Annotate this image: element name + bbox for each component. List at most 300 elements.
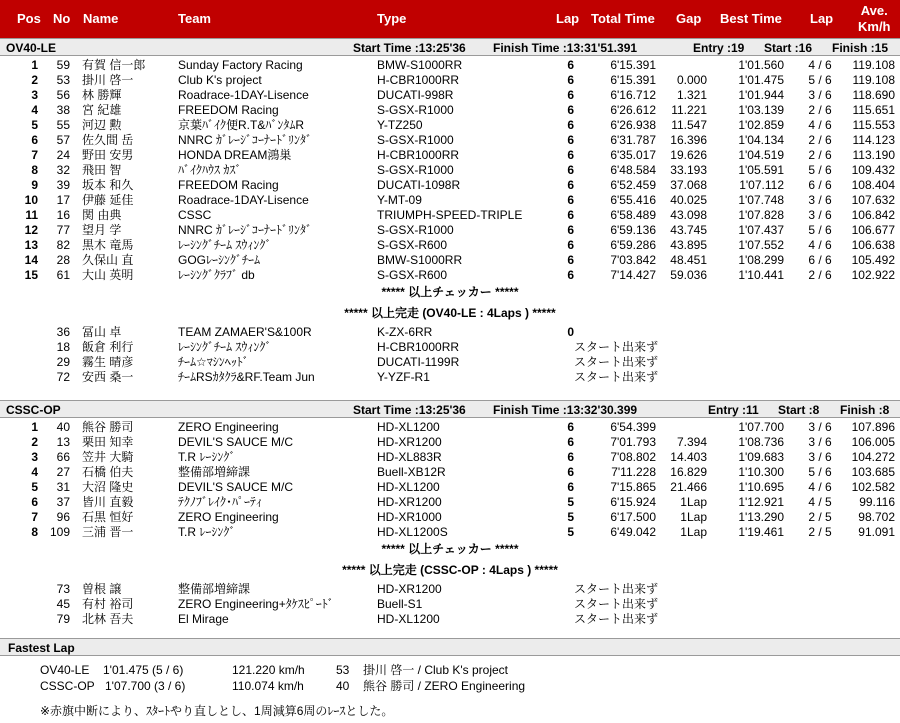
speed: 110.074 km/h xyxy=(232,679,304,693)
total-time: 6'15.391 xyxy=(610,73,656,87)
result-row xyxy=(0,193,900,208)
col-type: Type xyxy=(377,11,407,26)
machine-type: Y-MT-09 xyxy=(377,193,422,207)
rider-number: 53 xyxy=(56,73,70,87)
rider-number: 16 xyxy=(56,208,70,222)
machine-type: HD-XR1200 xyxy=(377,582,442,596)
machine-type: Y-TZ250 xyxy=(377,118,423,132)
rider-name: 大沼 隆史 xyxy=(82,480,134,494)
average-speed: 119.108 xyxy=(852,73,895,87)
position: 10 xyxy=(24,193,38,207)
best-time: 1'05.591 xyxy=(738,163,784,177)
team-name: HONDA DREAM鴻巣 xyxy=(178,148,292,162)
fastest-lap-row xyxy=(0,662,900,678)
best-time: 1'07.700 xyxy=(738,420,784,434)
gap: 16.829 xyxy=(670,465,707,479)
team-name: DEVIL'S SAUCE M/C xyxy=(178,480,293,494)
best-time: 1'01.475 xyxy=(738,73,784,87)
gap: 59.036 xyxy=(670,268,707,282)
rider-name: 伊藤 延佳 xyxy=(82,193,134,207)
lap-time: 1'07.700 (3 / 6) xyxy=(105,679,186,693)
start-count: Start :8 xyxy=(778,403,820,417)
machine-type: S-GSX-R1000 xyxy=(377,133,454,147)
best-time: 1'03.139 xyxy=(738,103,784,117)
team-name: CSSC xyxy=(178,208,212,222)
machine-type: K-ZX-6RR xyxy=(377,325,433,339)
average-speed: 106.005 xyxy=(851,435,895,449)
team-name: ZERO Engineering xyxy=(178,420,279,434)
team-name: Club K's project xyxy=(178,73,262,87)
rider-name: 野田 安男 xyxy=(82,148,134,162)
result-row xyxy=(0,118,900,133)
best-time: 1'10.300 xyxy=(738,465,784,479)
team-name: NNRC ｶﾞﾚｰｼﾞｺｰﾅｰﾄﾞﾘﾝﾀﾞ xyxy=(178,223,312,237)
rider-name: 河辺 勲 xyxy=(82,118,122,132)
fastest-lap-title: Fastest Lap xyxy=(0,638,900,656)
rider-number: 40 xyxy=(56,420,70,434)
best-lap: 5 / 6 xyxy=(808,465,832,479)
machine-type: HD-XL1200 xyxy=(377,480,440,494)
team-name: ﾚｰｼﾝｸﾞｸﾗﾌﾞ db xyxy=(178,268,255,282)
machine-type: HD-XR1000 xyxy=(377,510,442,524)
gap: 11.221 xyxy=(671,103,707,117)
average-speed: 98.702 xyxy=(858,510,895,524)
rider-number: 37 xyxy=(56,495,70,509)
gap: 16.396 xyxy=(670,133,707,147)
machine-type: S-GSX-R1000 xyxy=(377,103,454,117)
machine-type: HD-XL1200 xyxy=(377,612,440,626)
col-ave xyxy=(858,3,891,35)
average-speed: 106.677 xyxy=(851,223,895,237)
result-row xyxy=(0,178,900,193)
lap-time: 1'01.475 (5 / 6) xyxy=(103,663,184,677)
average-speed: 107.896 xyxy=(851,420,895,434)
col-lap: Lap xyxy=(556,11,580,26)
laps: 6 xyxy=(567,178,574,192)
total-time: 6'15.924 xyxy=(610,495,656,509)
result-row xyxy=(0,58,900,73)
best-lap: 5 / 6 xyxy=(808,73,832,87)
total-time: 6'15.391 xyxy=(610,58,656,72)
rider-number: 31 xyxy=(56,480,70,494)
rider-name: 熊谷 勝司 xyxy=(82,420,134,434)
result-row xyxy=(0,223,900,238)
machine-type: TRIUMPH-SPEED-TRIPLE xyxy=(377,208,523,222)
status: スタート出来ず xyxy=(574,340,659,354)
team-name: T.R ﾚｰｼﾝｸﾞ xyxy=(178,450,236,464)
total-time: 6'26.612 xyxy=(610,103,656,117)
best-lap: 4 / 6 xyxy=(808,480,832,494)
average-speed: 102.922 xyxy=(851,268,895,282)
gap: 48.451 xyxy=(670,253,707,267)
average-speed: 102.582 xyxy=(851,480,895,494)
team-name: NNRC ｶﾞﾚｰｼﾞｺｰﾅｰﾄﾞﾘﾝﾀﾞ xyxy=(178,133,312,147)
rider-name: 笠井 大騎 xyxy=(82,450,134,464)
average-speed: 114.123 xyxy=(852,133,895,147)
team-name: Roadrace-1DAY-Lisence xyxy=(178,88,309,102)
best-lap: 2 / 6 xyxy=(808,103,832,117)
machine-type: BMW-S1000RR xyxy=(377,253,463,267)
best-time: 1'09.683 xyxy=(738,450,784,464)
laps: 6 xyxy=(567,163,574,177)
rider-number: 57 xyxy=(56,133,70,147)
result-row xyxy=(0,510,900,525)
best-lap: 3 / 6 xyxy=(808,420,832,434)
laps: 6 xyxy=(567,118,574,132)
team-name: FREEDOM Racing xyxy=(178,103,279,117)
best-lap: 2 / 6 xyxy=(808,148,832,162)
result-row xyxy=(0,450,900,465)
rider-number: 24 xyxy=(56,148,70,162)
result-row xyxy=(0,525,900,540)
total-time: 6'48.584 xyxy=(610,163,656,177)
rider-name: 有賀 信一郎 xyxy=(82,58,146,72)
average-speed: 113.190 xyxy=(852,148,895,162)
rider-number: 27 xyxy=(56,465,70,479)
non-classified-row xyxy=(0,597,900,612)
position: 6 xyxy=(31,495,38,509)
best-time: 1'07.437 xyxy=(738,223,784,237)
team-name: FREEDOM Racing xyxy=(178,178,279,192)
position: 12 xyxy=(24,223,38,237)
team-name: ﾊﾞｲｸﾊｳｽ ｶｽﾞ xyxy=(178,163,242,177)
position: 2 xyxy=(31,73,38,87)
total-time: 6'31.787 xyxy=(610,133,656,147)
position: 3 xyxy=(31,450,38,464)
machine-type: HD-XR1200 xyxy=(377,495,442,509)
best-lap: 4 / 5 xyxy=(808,495,832,509)
result-row xyxy=(0,133,900,148)
status: スタート出来ず xyxy=(574,597,659,611)
result-row xyxy=(0,73,900,88)
position: 13 xyxy=(24,238,38,252)
rider-number: 73 xyxy=(56,582,70,596)
best-time: 1'10.695 xyxy=(738,480,784,494)
results-header xyxy=(0,0,900,38)
machine-type: DUCATI-1098R xyxy=(377,178,461,192)
laps: 6 xyxy=(567,73,574,87)
laps: 6 xyxy=(567,450,574,464)
position: 4 xyxy=(31,465,38,479)
position: 1 xyxy=(31,58,38,72)
laps: 6 xyxy=(567,103,574,117)
finish-count: Finish :15 xyxy=(832,41,889,55)
team-name: ﾁｰﾑ☆ﾏｼﾝﾍｯﾄﾞ xyxy=(178,355,249,369)
rider-number: 55 xyxy=(56,118,70,132)
checker-note: ***** 以上チェッカー ***** xyxy=(381,542,519,556)
total-time: 7'14.427 xyxy=(610,268,656,282)
machine-type: HD-XL883R xyxy=(377,450,442,464)
machine-type: HD-XR1200 xyxy=(377,435,442,449)
best-time: 1'07.112 xyxy=(739,178,784,192)
result-row xyxy=(0,465,900,480)
best-time: 1'04.519 xyxy=(738,148,784,162)
average-speed: 91.091 xyxy=(858,525,895,539)
machine-type: HD-XL1200S xyxy=(377,525,448,539)
rider-number: 66 xyxy=(56,450,70,464)
laps: 6 xyxy=(567,208,574,222)
machine-type: HD-XL1200 xyxy=(377,420,440,434)
best-lap: 6 / 6 xyxy=(808,253,832,267)
team-name: Sunday Factory Racing xyxy=(178,58,303,72)
gap: 7.394 xyxy=(676,435,707,449)
laps: 6 xyxy=(567,253,574,267)
team-name: DEVIL'S SAUCE M/C xyxy=(178,435,293,449)
rider-number: 109 xyxy=(49,525,70,539)
start-count: Start :16 xyxy=(764,41,813,55)
rider-number: 40 xyxy=(336,679,350,693)
team-name: GOGﾚｰｼﾝｸﾞﾁｰﾑ xyxy=(178,253,261,267)
best-time: 1'01.944 xyxy=(738,88,784,102)
average-speed: 107.632 xyxy=(851,193,895,207)
rider-name: 佐久間 岳 xyxy=(82,133,134,147)
rider-number: 13 xyxy=(56,435,70,449)
result-row xyxy=(0,495,900,510)
result-row xyxy=(0,420,900,435)
best-time: 1'19.461 xyxy=(738,525,784,539)
best-time: 1'01.560 xyxy=(738,58,784,72)
rider-name: 坂本 和久 xyxy=(82,178,134,192)
rider-name: 飛田 智 xyxy=(82,163,122,177)
col-gap: Gap xyxy=(676,11,702,26)
rider-number: 28 xyxy=(56,253,70,267)
team-name: ZERO Engineering xyxy=(178,510,279,524)
result-row xyxy=(0,148,900,163)
position: 3 xyxy=(31,88,38,102)
entry-count: Entry :19 xyxy=(693,41,745,55)
rider-number: 32 xyxy=(56,163,70,177)
result-row xyxy=(0,103,900,118)
position: 1 xyxy=(31,420,38,434)
col-name: Name xyxy=(83,11,119,26)
complete-note: ***** 以上完走 (CSSC-OP : 4Laps ) ***** xyxy=(342,563,558,577)
position: 14 xyxy=(24,253,38,267)
fastest-lap-row xyxy=(0,678,900,694)
team-name: 整備部増締課 xyxy=(178,582,251,596)
total-time: 6'16.712 xyxy=(610,88,656,102)
average-speed: 119.108 xyxy=(852,58,895,72)
team-name: Roadrace-1DAY-Lisence xyxy=(178,193,309,207)
finish-count: Finish :8 xyxy=(840,403,890,417)
non-classified-row xyxy=(0,582,900,597)
start-time: Start Time :13:25'36 xyxy=(353,403,466,417)
best-lap: 5 / 6 xyxy=(808,223,832,237)
complete-note: ***** 以上完走 (OV40-LE : 4Laps ) ***** xyxy=(344,306,556,320)
average-speed: 115.553 xyxy=(852,118,895,132)
rider-name: 冨山 卓 xyxy=(82,325,122,339)
start-time: Start Time :13:25'36 xyxy=(353,41,466,55)
gap: 11.547 xyxy=(671,118,707,132)
machine-type: H-CBR1000RR xyxy=(377,148,460,162)
result-row xyxy=(0,480,900,495)
best-time: 1'08.736 xyxy=(738,435,784,449)
best-lap: 3 / 6 xyxy=(808,435,832,449)
position: 9 xyxy=(31,178,38,192)
rider-name: 大山 英明 xyxy=(82,268,134,282)
result-row xyxy=(0,253,900,268)
laps: 6 xyxy=(567,465,574,479)
rider-number: 53 xyxy=(336,663,350,677)
average-speed: 115.651 xyxy=(852,103,895,117)
best-lap: 3 / 6 xyxy=(808,450,832,464)
rider-name: 有村 裕司 xyxy=(82,597,134,611)
team-name: ﾚｰｼﾝｸﾞﾁｰﾑ ｽｳｨﾝｸﾞ xyxy=(178,340,272,354)
best-lap: 5 / 6 xyxy=(808,163,832,177)
best-time: 1'10.441 xyxy=(738,268,784,282)
best-lap: 2 / 5 xyxy=(808,525,832,539)
result-row xyxy=(0,88,900,103)
machine-type: BMW-S1000RR xyxy=(377,58,463,72)
rider-name: 掛川 啓一 xyxy=(82,73,134,87)
class-name: OV40-LE xyxy=(6,41,57,55)
average-speed: 104.272 xyxy=(851,450,895,464)
best-lap: 6 / 6 xyxy=(808,178,832,192)
rider-number: 18 xyxy=(56,340,70,354)
non-classified-row xyxy=(0,370,900,385)
gap: 37.068 xyxy=(670,178,707,192)
gap: 1Lap xyxy=(680,495,707,509)
result-row xyxy=(0,268,900,283)
class-header xyxy=(0,400,900,418)
position: 7 xyxy=(31,510,38,524)
average-speed: 118.690 xyxy=(852,88,895,102)
gap: 43.745 xyxy=(670,223,707,237)
speed: 121.220 km/h xyxy=(232,663,305,677)
position: 8 xyxy=(31,525,38,539)
rider-name: 林 勝輝 xyxy=(82,88,122,102)
position: 4 xyxy=(31,103,38,117)
rider-name: 曽根 譲 xyxy=(82,582,122,596)
non-classified-row xyxy=(0,325,900,340)
rider-number: 39 xyxy=(56,178,70,192)
laps: 6 xyxy=(567,268,574,282)
rider-number: 82 xyxy=(56,238,70,252)
result-row xyxy=(0,163,900,178)
total-time: 7'08.802 xyxy=(610,450,656,464)
total-time: 6'55.416 xyxy=(610,193,656,207)
best-time: 1'07.828 xyxy=(738,208,784,222)
average-speed: 103.685 xyxy=(851,465,895,479)
rider-name: 久保山 直 xyxy=(82,253,134,267)
average-speed: 99.116 xyxy=(859,495,895,509)
laps: 6 xyxy=(567,238,574,252)
finish-time: Finish Time :13:31'51.391 xyxy=(493,41,638,55)
best-time: 1'12.921 xyxy=(738,495,784,509)
rider: 熊谷 勝司 / ZERO Engineering xyxy=(363,679,526,693)
rider-number: 29 xyxy=(56,355,70,369)
non-classified-row xyxy=(0,355,900,370)
col-best-lap: Lap xyxy=(810,11,834,26)
class-name: CSSC-OP xyxy=(6,403,61,417)
rider-name: 関 由典 xyxy=(82,208,122,222)
laps: 5 xyxy=(567,495,574,509)
total-time: 6'17.500 xyxy=(610,510,656,524)
team-name: 整備部増締課 xyxy=(178,465,251,479)
best-lap: 4 / 6 xyxy=(808,238,832,252)
non-classified-row xyxy=(0,340,900,355)
rider-number: 96 xyxy=(56,510,70,524)
team-name: 京葉ﾊﾞｲｸ便R.T&ﾊﾞﾝﾀﾑR xyxy=(178,118,305,132)
best-lap: 2 / 6 xyxy=(808,268,832,282)
col-no: No xyxy=(53,11,71,26)
result-row xyxy=(0,238,900,253)
best-lap: 3 / 6 xyxy=(808,208,832,222)
laps: 6 xyxy=(567,133,574,147)
footnote: ※赤旗中断により、ｽﾀｰﾄやり直しとし、1周減算6周のﾚｰｽとした。 xyxy=(40,704,394,718)
col-total-time: Total Time xyxy=(591,11,655,26)
non-classified-row xyxy=(0,612,900,627)
total-time: 6'49.042 xyxy=(610,525,656,539)
machine-type: Buell-S1 xyxy=(377,597,423,611)
col-ave-line1: Ave. xyxy=(860,3,888,18)
best-lap: 2 / 5 xyxy=(808,510,832,524)
rider-number: 36 xyxy=(56,325,70,339)
gap: 14.403 xyxy=(670,450,707,464)
machine-type: Y-YZF-R1 xyxy=(377,370,430,384)
average-speed: 105.492 xyxy=(851,253,895,267)
rider-name: 霧生 晴彦 xyxy=(82,355,134,369)
team-name: El Mirage xyxy=(178,612,229,626)
laps: 6 xyxy=(567,420,574,434)
gap: 1Lap xyxy=(680,510,707,524)
status: スタート出来ず xyxy=(574,582,659,596)
average-speed: 106.638 xyxy=(851,238,895,252)
machine-type: H-CBR1000RR xyxy=(377,73,460,87)
rider-number: 59 xyxy=(56,58,70,72)
col-team: Team xyxy=(178,11,211,26)
total-time: 7'15.865 xyxy=(610,480,656,494)
rider-number: 17 xyxy=(56,193,70,207)
total-time: 6'58.489 xyxy=(610,208,656,222)
laps: 6 xyxy=(567,435,574,449)
status: スタート出来ず xyxy=(574,612,659,626)
total-time: 7'03.842 xyxy=(610,253,656,267)
position: 15 xyxy=(24,268,38,282)
average-speed: 108.404 xyxy=(851,178,895,192)
gap: 43.895 xyxy=(670,238,707,252)
rider-name: 皆川 直毅 xyxy=(82,495,134,509)
total-time: 7'01.793 xyxy=(610,435,656,449)
rider-name: 飯倉 利行 xyxy=(82,340,134,354)
team-name: ﾚｰｼﾝｸﾞﾁｰﾑ ｽｳｨﾝｸﾞ xyxy=(178,238,272,252)
laps: 6 xyxy=(567,148,574,162)
rider-name: 望月 学 xyxy=(82,223,122,237)
rider-name: 三浦 晋一 xyxy=(82,525,134,539)
best-time: 1'04.134 xyxy=(738,133,784,147)
entry-count: Entry :11 xyxy=(708,403,759,417)
rider-name: 石橋 伯夫 xyxy=(82,465,134,479)
finish-time: Finish Time :13:32'30.399 xyxy=(493,403,638,417)
position: 8 xyxy=(31,163,38,177)
best-time: 1'08.299 xyxy=(738,253,784,267)
class-name: CSSC-OP xyxy=(40,679,95,693)
laps: 6 xyxy=(567,223,574,237)
position: 5 xyxy=(31,118,38,132)
best-time: 1'07.552 xyxy=(738,238,784,252)
rider-name: 安西 桑一 xyxy=(82,370,134,384)
machine-type: H-CBR1000RR xyxy=(377,340,460,354)
position: 7 xyxy=(31,148,38,162)
position: 11 xyxy=(25,208,38,222)
rider-number: 61 xyxy=(56,268,70,282)
laps: 0 xyxy=(567,325,574,339)
total-time: 7'11.228 xyxy=(611,465,656,479)
rider-name: 北林 吾夫 xyxy=(82,612,134,626)
gap: 21.466 xyxy=(670,480,707,494)
gap: 43.098 xyxy=(670,208,707,222)
machine-type: DUCATI-998R xyxy=(377,88,454,102)
best-lap: 2 / 6 xyxy=(808,133,832,147)
